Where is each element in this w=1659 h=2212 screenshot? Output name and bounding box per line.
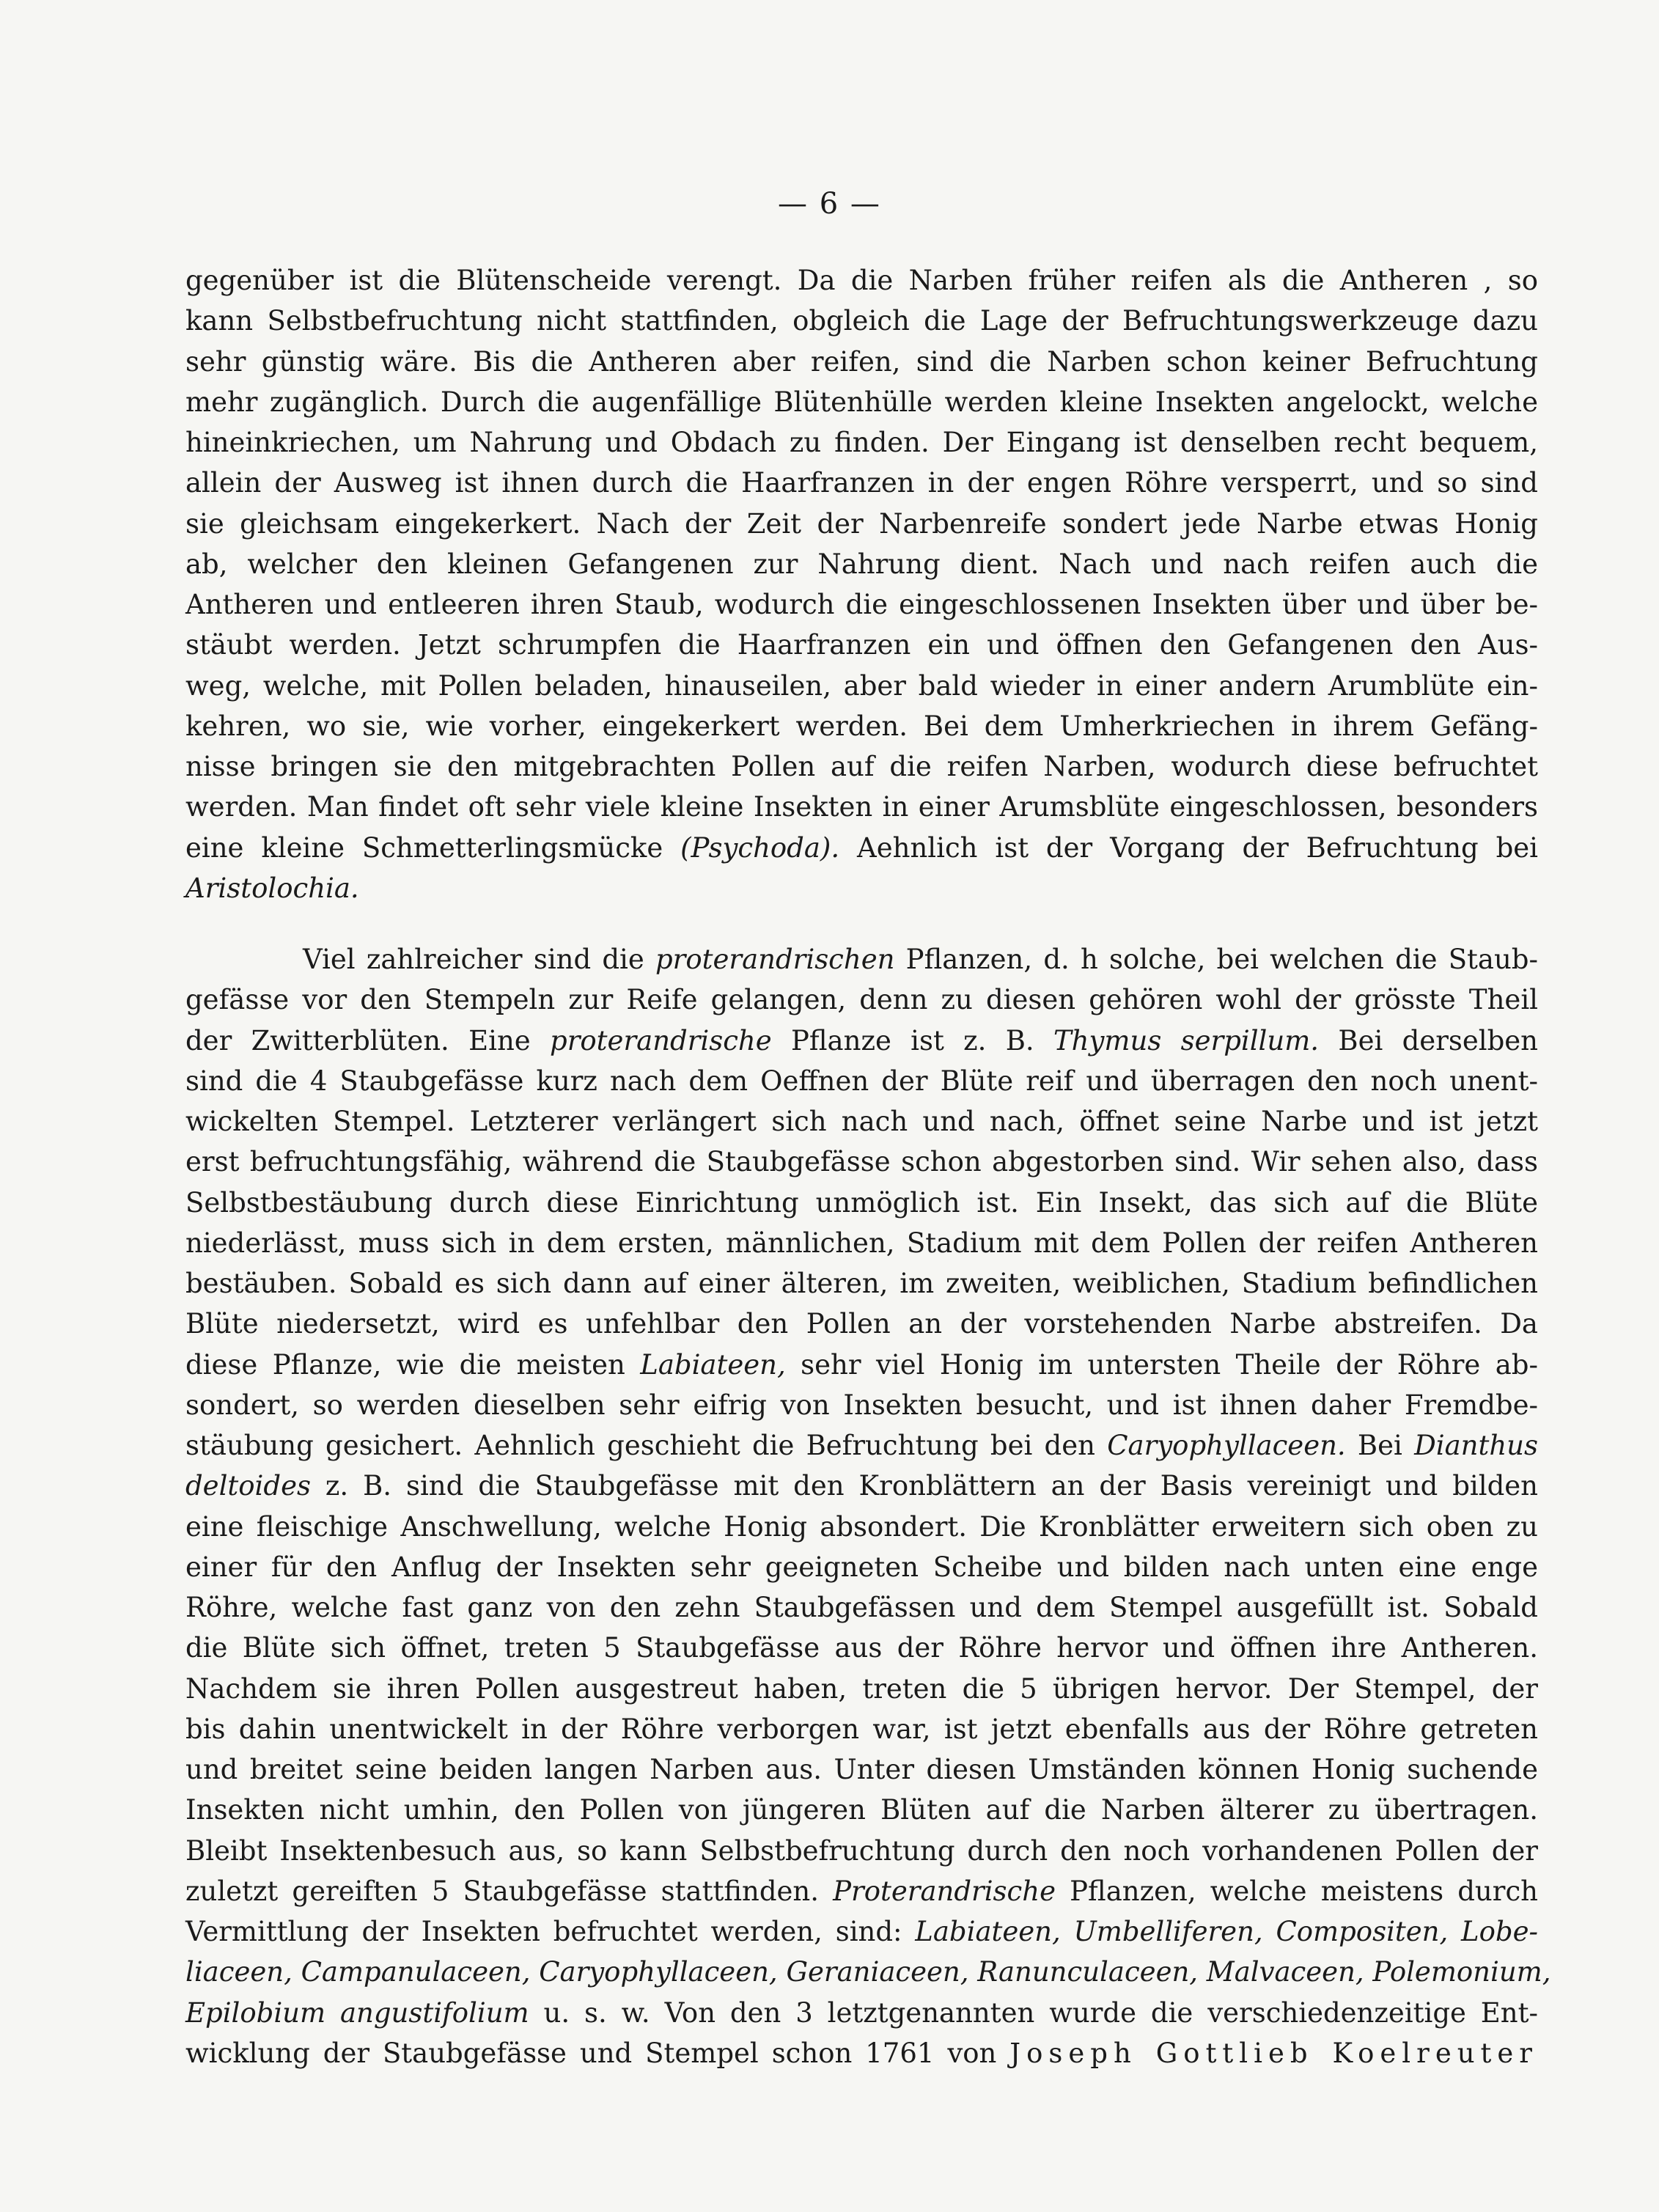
text-line: Insekten nicht umhin, den Pollen von jüngeren Blüten auf die Narben älterer zu übertragen.: [185, 1794, 1538, 1826]
text-run: eine kleine Schmetterlingsmücke: [185, 831, 681, 864]
text-line: [185, 2033, 1538, 2073]
text-run: wicklung der Staubgefässe und Stempel schon 1761 von: [185, 2037, 1010, 2069]
text-run: der Zwitterblüten. Eine: [185, 1024, 551, 1057]
text-line: [185, 939, 1538, 980]
italic-term: Thymus serpillum.: [1053, 1024, 1320, 1057]
italic-term: liaceen, Campanulaceen, Caryophyllaceen, Geraniaceen, Ranunculaceen, Malvaceen, Polemonium,: [185, 1956, 1551, 1988]
text-line: [185, 1871, 1538, 1911]
author-name: Joseph Gottlieb Koelreuter: [1009, 2037, 1538, 2069]
text-line: [185, 1993, 1538, 2033]
text-line: weg, welche, mit Pollen beladen, hinauseilen, aber bald wieder in einer andern Arumblüte ein-: [185, 669, 1538, 702]
text-line: mehr zugänglich. Durch die augenfällige Blütenhülle werden kleine Insekten angelockt, welche: [185, 386, 1538, 418]
italic-term: (Psychoda).: [680, 831, 840, 864]
text-line: und breitet seine beiden langen Narben aus. Unter diesen Umständen können Honig suchende: [185, 1754, 1538, 1785]
text-line: stäubt werden. Jetzt schrumpfen die Haarfranzen ein und öffnen den Gefangenen den Aus-: [185, 629, 1538, 661]
italic-term: Labiateen,: [640, 1348, 786, 1381]
page-number: — 6 —: [778, 187, 881, 221]
paragraph-gap: [185, 908, 1538, 939]
text-run: Pflanzen, d. h solche, bei welchen die Staub-: [894, 944, 1538, 975]
text-line: [185, 868, 1538, 908]
text-line: eine fleischige Anschwellung, welche Honig absondert. Die Kronblätter erweitern sich oben zu: [185, 1510, 1538, 1543]
text-run: sehr viel Honig im untersten Theile der Röhre ab-: [785, 1348, 1538, 1381]
text-line: [185, 1466, 1538, 1506]
text-run: Vermittlung der Insekten befruchtet werden, sind:: [185, 1916, 916, 1947]
italic-term: Epilobium angustifolium: [185, 1996, 529, 2029]
text-line: die Blüte sich öffnet, treten 5 Staubgefässe aus der Röhre hervor und öffnen ihre Antheren.: [185, 1632, 1538, 1664]
text-line: Selbstbestäubung durch diese Einrichtung unmöglich ist. Ein Insekt, das sich auf die Blüte: [185, 1186, 1538, 1219]
text-line: niederlässt, muss sich in dem ersten, männlichen, Stadium mit dem Pollen der reifen Antheren: [185, 1227, 1538, 1259]
text-line: nisse bringen sie den mitgebrachten Pollen auf die reifen Narben, wodurch diese befruchtet: [185, 751, 1538, 782]
text-line: [185, 1345, 1538, 1385]
body-text: [185, 260, 1551, 2073]
text-line: sondert, so werden dieselben sehr eifrig von Insekten besucht, und ist ihnen daher Fremdbe-: [185, 1389, 1538, 1421]
text-run: diese Pflanze, wie die meisten: [185, 1348, 641, 1381]
text-line: wickelten Stempel. Letzterer verlängert sich nach und nach, öffnet seine Narbe und ist jetzt: [185, 1106, 1538, 1137]
text-line: hineinkriechen, um Nahrung und Obdach zu finden. Der Eingang ist denselben recht bequem,: [185, 427, 1538, 458]
text-line: gefässe vor den Stempeln zur Reife gelangen, denn zu diesen gehören wohl der grösste Theil: [185, 984, 1538, 1016]
text-line: allein der Ausweg ist ihnen durch die Haarfranzen in der engen Röhre versperrt, und so sind: [185, 467, 1538, 499]
text-line: [185, 1952, 1551, 1992]
text-run: Aehnlich ist der Vorgang der Befruchtung bei: [839, 831, 1538, 864]
paragraph-1: [185, 260, 1538, 908]
italic-term: proterandrische: [550, 1024, 772, 1057]
text-line: Blüte niedersetzt, wird es unfehlbar den Pollen an der vorstehenden Narbe abstreifen. Da: [185, 1308, 1538, 1340]
text-line: sehr günstig wäre. Bis die Antheren aber reifen, sind die Narben schon keiner Befruchtung: [185, 345, 1538, 378]
italic-term: Aristolochia.: [185, 872, 359, 904]
text-line: [185, 828, 1538, 868]
text-line: [185, 1425, 1538, 1466]
italic-term: proterandrischen: [655, 944, 895, 975]
text-line: Antheren und entleeren ihren Staub, wodurch die eingeschlossenen Insekten über und über be-: [185, 589, 1538, 620]
text-run: Pflanzen, welche meistens durch: [1056, 1875, 1538, 1907]
text-run: Bei derselben: [1319, 1024, 1539, 1057]
text-line: Röhre, welche fast ganz von den zehn Staubgefässen und dem Stempel ausgefüllt ist. Sobald: [185, 1592, 1538, 1623]
text-run: Viel zahlreicher sind die: [303, 944, 655, 975]
text-line: gegenüber ist die Blütenscheide verengt. Da die Narben früher reifen als die Antheren , so: [185, 265, 1538, 296]
italic-term: Labiateen, Umbelliferen, Compositen, Lobe-: [915, 1916, 1538, 1947]
text-line: erst befruchtungsfähig, während die Staubgefässe schon abgestorben sind. Wir sehen also, dass: [185, 1146, 1538, 1178]
text-line: sie gleichsam eingekerkert. Nach der Zeit der Narbenreife sondert jede Narbe etwas Honig: [185, 507, 1538, 540]
italic-term: deltoides: [185, 1470, 311, 1502]
italic-term: Caryophyllaceen.: [1107, 1430, 1346, 1461]
text-run: u. s. w. Von den 3 letztgenannten wurde die verschiedenzeitige Ent-: [529, 1996, 1539, 2029]
text-line: [185, 1911, 1538, 1952]
text-run: stäubung gesichert. Aehnlich geschieht die Befruchtung bei den: [185, 1430, 1108, 1461]
italic-term: Dianthus: [1414, 1430, 1538, 1461]
text-line: bis dahin unentwickelt in der Röhre verborgen war, ist jetzt ebenfalls aus der Röhre getreten: [185, 1713, 1538, 1745]
text-line: werden. Man findet oft sehr viele kleine Insekten in einer Arumsblüte eingeschlossen, besonders: [185, 791, 1538, 823]
text-run: z. B. sind die Staubgefässe mit den Kronblättern an der Basis vereinigt und bilden: [310, 1470, 1538, 1502]
text-run: Bei: [1345, 1430, 1415, 1461]
text-run: zuletzt gereiften 5 Staubgefässe stattfinden.: [185, 1875, 834, 1907]
text-line: [185, 1021, 1538, 1061]
text-line: kann Selbstbefruchtung nicht stattfinden, obgleich die Lage der Befruchtungswerkzeuge dazu: [185, 305, 1538, 337]
text-line: Bleibt Insektenbesuch aus, so kann Selbstbefruchtung durch den noch vorhandenen Pollen der: [185, 1834, 1538, 1867]
text-line: sind die 4 Staubgefässe kurz nach dem Oeffnen der Blüte reif und überragen den noch unent-: [185, 1065, 1538, 1097]
italic-term: Proterandrische: [833, 1875, 1056, 1907]
text-run: Pflanze ist z. B.: [771, 1024, 1053, 1057]
paragraph-2: [185, 939, 1551, 2073]
text-line: Nachdem sie ihren Pollen ausgestreut haben, treten die 5 übrigen hervor. Der Stempel, der: [185, 1672, 1538, 1705]
text-line: bestäuben. Sobald es sich dann auf einer älteren, im zweiten, weiblichen, Stadium befindlichen: [185, 1268, 1538, 1299]
text-line: einer für den Anflug der Insekten sehr geeigneten Scheibe und bilden nach unten eine enge: [185, 1551, 1538, 1583]
text-line: kehren, wo sie, wie vorher, eingekerkert werden. Bei dem Umherkriechen in ihrem Gefäng-: [185, 710, 1538, 742]
text-line: ab, welcher den kleinen Gefangenen zur Nahrung dient. Nach und nach reifen auch die: [185, 548, 1538, 580]
